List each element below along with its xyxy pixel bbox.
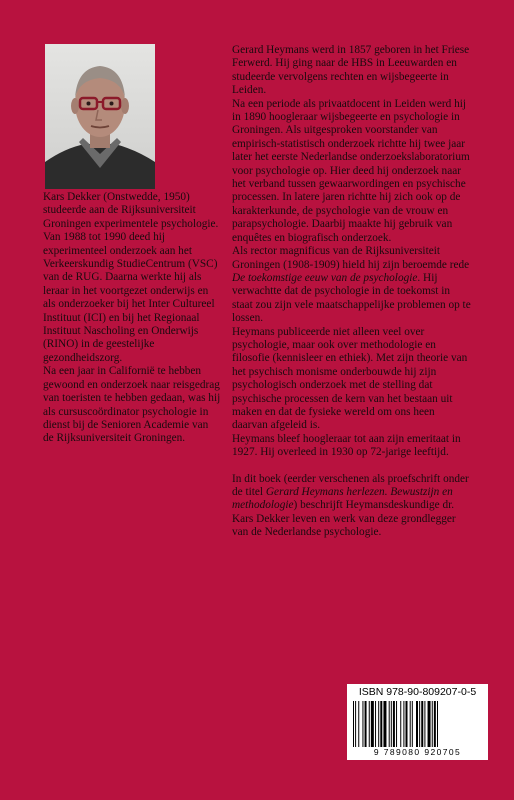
barcode-stripe: [355, 701, 356, 747]
barcode-stripe: [410, 701, 411, 747]
barcode-stripe: [396, 701, 397, 747]
heymans-paragraph: Heymans bleef hoogleraar tot aan zijn emeritaat in 1927. Hij overleed in 1930 op 72-jarige leeftijd.: [232, 432, 461, 459]
isbn-label: ISBN 978-90-809207-0-5: [358, 686, 477, 698]
barcode-stripe: [362, 701, 363, 747]
barcode-stripe: [424, 701, 425, 747]
book-text-span: In dit boek (eerder verschenen als proefschrift onder de titel: [232, 472, 469, 498]
author-bio: [43, 191, 221, 446]
author-bio-paragraph: Na een jaar in Californië te hebben gewoond en onderzoek naar reisgedrag van toeristen te hebben gedaan, was hij als cursuscoördinator psychologie in dienst bij de Senioren Academie van de Rijksuniversiteit Groningen.: [43, 365, 221, 445]
barcode-stripe: [383, 701, 386, 747]
barcode-stripe: [369, 701, 370, 747]
author-bio-paragraph: Kars Dekker (Onstwedde, 1950) studeerde aan de Rijksuniversiteit Groningen experimentele psychologie. Van 1988 tot 1990 deed hij experimenteel onderzoek aan het Verkeerskundig StudieCentrum (VSC) van de RUG. Daarna werkte hij als leraar in het voortgezet onderwijs en als onderzoeker bij het Inter Cultureel Instituut (ICI) en bij het Regionaal Instituut Nascholing en Onderwijs (RINO) in de geestelijke gezondheidszorg.: [43, 191, 219, 364]
book-description: [232, 473, 472, 540]
barcode-stripe: [406, 701, 408, 747]
barcode-stripe: [389, 701, 390, 747]
heymans-paragraph: Gerard Heymans werd in 1857 geboren in het Friese Ferwerd. Hij ging naar de HBS in Leeuwarden en studeerde vervolgens rechten en wijsbegeerte in Leiden.: [232, 44, 470, 97]
barcode-stripe: [432, 701, 433, 747]
barcode-stripe: [375, 701, 376, 747]
barcode-stripe: [400, 701, 401, 747]
author-portrait-image: [45, 44, 155, 189]
barcode-stripe: [353, 701, 354, 747]
barcode-stripe: [434, 701, 436, 747]
barcode-stripe: [380, 701, 382, 747]
heymans-paragraph: [232, 245, 472, 325]
barcode-bars: [353, 701, 481, 747]
barcode-number: 9 789080 920705: [373, 747, 462, 757]
barcode-stripe: [378, 701, 379, 747]
barcode: [347, 684, 488, 760]
barcode-stripe: [403, 701, 404, 747]
barcode-stripe: [358, 701, 359, 747]
barcode-stripe: [419, 701, 420, 747]
barcode-stripe: [428, 701, 431, 747]
author-photo: [45, 44, 155, 189]
thesis-title: Gerard Heymans herlezen. Bewustzijn en methodologie: [232, 486, 453, 512]
barcode-stripe: [437, 701, 438, 747]
heymans-text-span: . Hij verwachtte dat de psychologie in de toekomst in staat zou zijn vele maatschappelijke problemen op te lossen.: [232, 271, 471, 325]
barcode-stripe: [421, 701, 423, 747]
book-text-span: ) beschrijft Heymansdeskundige dr. Kars Dekker leven en werk van deze grondlegger van de Nederlandse psychologie.: [232, 499, 456, 539]
barcode-stripe: [393, 701, 395, 747]
barcode-stripe: [365, 701, 367, 747]
paragraph-gap: [232, 460, 472, 473]
speech-title: De toekomstige eeuw van de psychologie: [232, 271, 418, 284]
barcode-stripe: [412, 701, 413, 747]
heymans-text: [232, 44, 472, 540]
barcode-stripe: [391, 701, 392, 747]
barcode-stripe: [416, 701, 418, 747]
heymans-text-span: Als rector magnificus van de Rijksuniversiteit Groningen (1908-1909) hield hij zijn beroemde rede: [232, 245, 470, 271]
heymans-paragraph: Na een periode als privaatdocent in Leiden werd hij in 1890 hoogleraar wijsbegeerte en psychologie in Groningen. Als uitgesproken voorstander van empirisch-statistisch onderzoek richtte hij twee jaar later het eerste Nederlandse onderzoekslaboratorium voor psychologie op. Hier deed hij onderzoek naar het verband tussen gewaarwordingen en psychische processen. In latere jaren richtte hij zich ook op de karakterkunde, de psychologie van de vrouw en parapsychologie. Daarbij maakte hij gebruik van enquêtes en biografisch onderzoek.: [232, 97, 470, 244]
barcode-stripe: [371, 701, 374, 747]
heymans-paragraph: Heymans publiceerde niet alleen veel over psychologie, maar ook over methodologie en filosofie (kennisleer en ethiek). Met zijn theorie van het psychisch monisme onderbouwde hij zijn psychologisch onderzoek met de stelling dat psychische processen de kern van het bestaan uit maken en dat de fysieke wereld om ons heen daarvan afgeleid is.: [232, 325, 468, 432]
